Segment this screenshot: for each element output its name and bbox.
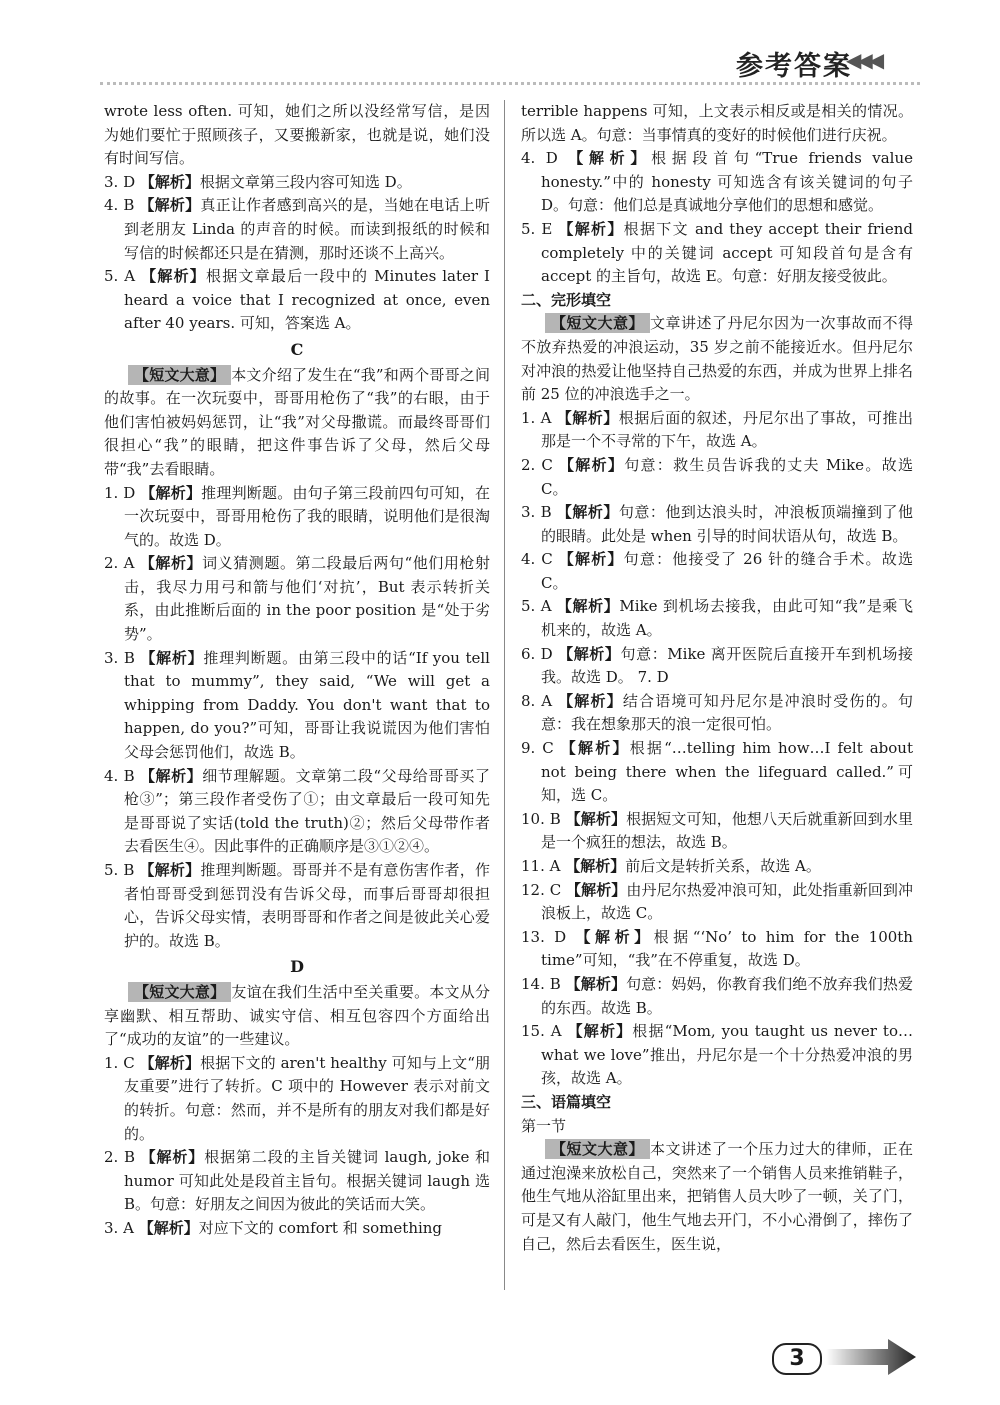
analysis-tag: 【解析】: [575, 927, 654, 946]
answer-number: 3. B: [104, 648, 135, 667]
answer-item: [521, 1020, 913, 1091]
answer-text: 由丹尼尔热爱冲浪可知，此处指重新回到冲浪板上，故选 C。: [541, 880, 913, 923]
analysis-tag: 【解析】: [556, 408, 619, 427]
analysis-tag: 【解析】: [139, 1053, 201, 1072]
answer-item: [104, 482, 490, 553]
header-arrows-icon: ◀◀◀: [846, 48, 881, 72]
answer-number: 2. B: [104, 1148, 135, 1167]
summary-paragraph: [521, 312, 913, 406]
answer-text: 真正让作者感到高兴的是，当她在电话上听到老朋友 Linda 的声音的时候。而读到报纸的时候和写信的时候都还只是在猜测，那时还谈不上高兴。: [124, 196, 490, 262]
answer-number: 1. C: [104, 1053, 135, 1072]
summary-paragraph: [104, 981, 490, 1052]
passage-heading: D: [290, 957, 304, 977]
answer-item: [521, 595, 913, 642]
summary-paragraph: [521, 1138, 913, 1256]
analysis-tag: 【解析】: [558, 550, 624, 569]
analysis-tag: 【解析】: [567, 1022, 633, 1041]
answer-text: 根据文章最后一段中的 Minutes later I heard a voice that I recognized at once, even after 40 years. 可知，答案选 A。: [124, 267, 490, 333]
answer-item: [521, 501, 913, 548]
analysis-tag: 【解析】: [139, 196, 201, 215]
analysis-tag: 【解析】: [565, 974, 627, 993]
answer-item: [104, 1052, 490, 1146]
answer-number: 1. A: [521, 408, 552, 427]
header-divider: [100, 82, 920, 85]
answer-text: 词义猜测题。第二段最后两句“他们用枪射击，我尽力用弓和箭与他们‘对抗’，But 表示转折关系，由此推断后面的 in the poor position 是“处于劣势”。: [124, 554, 490, 644]
analysis-tag: 【解析】: [140, 483, 202, 502]
answer-item: [104, 552, 490, 646]
analysis-tag: 【解析】: [558, 691, 623, 710]
answer-item: [104, 765, 490, 859]
analysis-tag: 【解析】: [558, 644, 621, 663]
answer-text: 根据“Mom, you taught us never to…what we love”推出，丹尼尔是一个十分热爱冲浪的男孩，故选 A。: [541, 1022, 913, 1088]
answer-item: [521, 855, 913, 879]
answer-text: 推理判断题。哥哥并不是有意伤害作者，作者怕哥哥受到惩罚没有告诉父母，而事后哥哥却很担心，告诉父母实情，表明哥哥和作者之间是彼此关心爱护的。故选 B。: [124, 861, 490, 950]
answer-item: [104, 1217, 490, 1241]
analysis-tag: 【解析】: [138, 1218, 199, 1237]
answer-number: 4. B: [104, 196, 135, 215]
analysis-tag: 【解析】: [141, 267, 207, 286]
answer-text: 对应下文的 comfort 和 something: [198, 1218, 443, 1237]
analysis-tag: 【解析】: [140, 648, 204, 667]
answer-item: [521, 879, 913, 926]
answer-number: 2. A: [104, 554, 135, 573]
analysis-tag: 【解析】: [140, 766, 203, 785]
answer-text: 根据“‘No’ to him for the 100th time”可知，“我”在不停重复，故选 D。: [541, 927, 913, 970]
analysis-tag: 【解析】: [565, 857, 626, 875]
summary-label: 【短文大意】: [545, 313, 650, 333]
answer-number: 3. A: [104, 1218, 134, 1237]
answer-text: Mike 到机场去接我，由此可知“我”是乘飞机来的，故选 A。: [541, 597, 913, 640]
answer-item: [521, 973, 913, 1020]
answer-text: 根据后面的叙述，丹尼尔出了事故，可推出那是一个不寻常的下午，故选 A。: [541, 408, 913, 451]
summary-label: 【短文大意】: [128, 365, 231, 385]
answer-text: 句意：Mike 离开医院后直接开车到机场接我。故选 D。 7. D: [541, 644, 913, 687]
answer-item: [104, 1146, 490, 1217]
answer-number: 14. B: [521, 974, 561, 993]
analysis-tag: 【解析】: [140, 1148, 205, 1167]
analysis-tag: 【解析】: [556, 597, 620, 616]
answer-number: 3. D: [104, 172, 136, 191]
page-header-title: 参考答案: [736, 51, 852, 82]
left-column: [104, 100, 490, 1241]
answer-text: 结合语境可知丹尼尔是冲浪时受伤的。句意：我在想象那天的浪一定很可怕。: [541, 691, 913, 734]
summary-label: 【短文大意】: [128, 982, 231, 1002]
column-divider: [504, 100, 505, 1290]
answer-number: 8. A: [521, 691, 553, 710]
summary-text: 友谊在我们生活中至关重要。本文从分享幽默、相互帮助、诚实守信、相互包容四个方面给出了“成功的友谊”的一些建议。: [104, 982, 490, 1049]
summary-label: 【短文大意】: [545, 1139, 650, 1159]
answer-item: [521, 548, 913, 595]
analysis-tag: 【解析】: [558, 455, 625, 474]
page-arrow-icon: [826, 1338, 918, 1376]
summary-text: 本文讲述了一个压力过大的律师，正在通过泡澡来放松自己，突然来了一个销售人员来推销鞋子，他生气地从浴缸里出来，把销售人员大吵了一顿，关了门，可是又有人敲门，他生气地去开门，不小心滑倒了，摔伤了自己，然后去看医生，医生说，: [521, 1140, 913, 1253]
answer-text: 细节理解题。文章第二段“父母给哥哥买了枪③”；第三段作者受伤了①；由文章最后一段可知先是哥哥说了实话(told the truth)②；然后父母带作者去看医生④。因此事件的正确顺序是③①②④。: [124, 766, 490, 856]
answer-item: [104, 859, 490, 953]
answer-number: 6. D: [521, 644, 553, 663]
answer-text: 句意：他接受了 26 针的缝合手术。故选 C。: [541, 550, 913, 592]
analysis-tag: 【解析】: [566, 880, 627, 899]
answer-text: 前后文是转折关系，故选 A。: [625, 857, 821, 875]
analysis-tag: 【解析】: [565, 809, 627, 828]
answer-text: 根据下文的 aren't healthy 可知与上文“朋友重要”进行了转折。C 项中的 However 表示对前文的转折。句意：然而，并不是所有的朋友对我们都是好的。: [124, 1053, 490, 1143]
answer-item: [521, 147, 913, 218]
answer-item: [521, 808, 913, 855]
continued-text: wrote less often. 可知，她们之所以没经常写信，是因为她们要忙于照顾孩子，又要搬新家，也就是说，她们没有时间写信。: [104, 102, 490, 168]
answer-item: [521, 218, 913, 289]
answer-number: 5. B: [104, 861, 135, 879]
sub-heading: 第一节: [521, 1116, 567, 1135]
answer-text: 句意：救生员告诉我的丈夫 Mike。故选 C。: [541, 455, 913, 498]
answer-text: 句意：他到达浪头时，冲浪板顶端撞到了他的眼睛。此处是 when 引导的时间状语从句，故选 B。: [541, 503, 913, 545]
answer-text: 根据下文 and they accept their friend completely 中的关键词 accept 可知段首句是含有 accept 的主旨句，故选 E。句意：好朋友接受彼此。: [541, 219, 913, 286]
answer-number: 4. D: [521, 149, 558, 168]
answer-number: 2. C: [521, 455, 553, 474]
answer-number: 11. A: [521, 857, 561, 875]
analysis-tag: 【解析】: [556, 503, 619, 522]
answer-number: 13. D: [521, 927, 567, 946]
answer-number: 4. B: [104, 766, 135, 785]
answer-item: [521, 454, 913, 501]
section-heading: 三、语篇填空: [521, 1092, 612, 1111]
answer-item: [521, 690, 913, 737]
answer-number: 5. A: [521, 597, 552, 616]
answer-number: 5. A: [104, 267, 136, 286]
answer-item: [521, 407, 913, 454]
passage-heading: C: [290, 339, 304, 359]
continued-text: terrible happens 可知，上文表示相反或是相关的情况。所以选 A。句意：当事情真的变好的时候他们进行庆祝。: [521, 102, 913, 144]
answer-item: [104, 171, 490, 195]
answer-number: 15. A: [521, 1022, 562, 1041]
answer-text: 根据短文可知，他想八天后就重新回到水里是一个疯狂的想法，故选 B。: [541, 809, 913, 852]
summary-paragraph: [104, 364, 490, 482]
analysis-tag: 【解析】: [139, 861, 201, 879]
answer-text: 根据段首句“True friends value honesty.”中的 honesty 可知选含有该关键词的句子 D。句意：他们总是真诚地分享他们的思想和感觉。: [541, 149, 913, 215]
answer-number: 5. E: [521, 219, 553, 238]
section-heading: 二、完形填空: [521, 290, 612, 309]
analysis-tag: 【解析】: [139, 554, 203, 573]
answer-number: 1. D: [104, 483, 136, 502]
answer-number: 12. C: [521, 880, 562, 899]
summary-text: 本文介绍了发生在“我”和两个哥哥之间的故事。在一次玩耍中，哥哥用枪伤了“我”的右眼，由于他们害怕被妈妈惩罚，让“我”对父母撒谎。而最终哥哥们很担心“我”的眼睛，把这件事告诉了父母，然后父母带“我”去看眼睛。: [104, 365, 490, 478]
answer-item: [521, 926, 913, 973]
answer-text: 句意：妈妈，你教育我们绝不放弃我们热爱的东西。故选 B。: [541, 974, 913, 1017]
answer-item: [521, 737, 913, 808]
answer-item: [104, 194, 490, 265]
answer-text: 根据文章第三段内容可知选 D。: [199, 172, 412, 191]
answer-text: 推理判断题。由第三段中的话“If you tell that to mummy”, they said, “We will get a whipping from Daddy. You don't want that to happen, do you?”可知，哥哥让我说谎因为他们害怕父母会惩罚他们，故选 B。: [124, 648, 490, 762]
answer-number: 3. B: [521, 503, 552, 522]
summary-text: 文章讲述了丹尼尔因为一次事故而不得不放弃热爱的冲浪运动，35 岁之前不能接近水。但丹尼尔对冲浪的热爱让他坚持自己热爱的东西，并成为世界上排名前 25 位的冲浪选手之一。: [521, 314, 913, 404]
answer-text: 推理判断题。由句子第三段前四句可知，在一次玩耍中，哥哥用枪伤了我的眼睛，说明他们是很淘气的。故选 D。: [124, 483, 490, 549]
answer-text: 根据“…telling him how…I felt about not being there when the lifeguard called.”可知，选 C。: [541, 739, 913, 805]
analysis-tag: 【解析】: [568, 149, 652, 168]
answer-number: 4. C: [521, 550, 553, 569]
answer-item: [104, 265, 490, 336]
answer-number: 9. C: [521, 739, 554, 758]
analysis-tag: 【解析】: [558, 219, 624, 238]
answer-number: 10. B: [521, 809, 561, 828]
answer-item: [521, 643, 913, 690]
right-column: [521, 100, 913, 1256]
analysis-tag: 【解析】: [560, 739, 630, 758]
answer-item: [104, 647, 490, 765]
analysis-tag: 【解析】: [139, 172, 200, 191]
answer-text: 根据第二段的主旨关键词 laugh, joke 和 humor 可知此处是段首主旨句。根据关键词 laugh 选 B。句意：好朋友之间因为彼此的笑话而大笑。: [124, 1148, 490, 1214]
page-number: 3: [772, 1343, 822, 1375]
